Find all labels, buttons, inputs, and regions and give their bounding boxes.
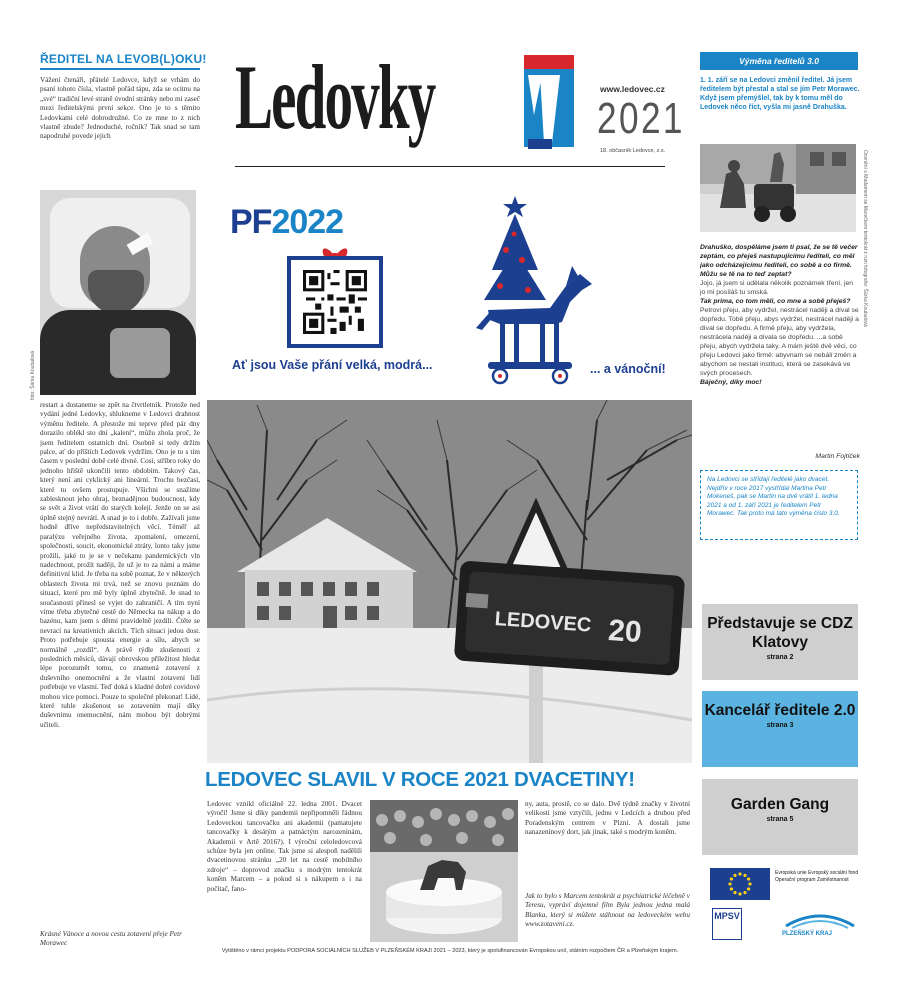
garden-statues-photo xyxy=(700,144,856,232)
plzen-region-text: PLZEŇSKÝ KRAJ xyxy=(782,931,833,937)
issue-year: 2021 xyxy=(597,94,685,143)
left-article-signature: Krásné Vánoce a novou cestu zotavení přeje Petr Morawec xyxy=(40,930,182,948)
pf-wish-right: ... a vánoční! xyxy=(590,362,666,376)
mpsv-logo: MPSV xyxy=(712,908,742,940)
interview-question-1: Drahuško, dospěláme jsem ti psal, že se tě večer zeptám, co přeješ nastupujícímu řediteli, co měl jako odcházejícímu řediteli, co sobě a co firmě. Můžu se tě na to teď zeptat? xyxy=(700,244,858,278)
right-interview xyxy=(700,243,860,451)
eu-flag-icon xyxy=(710,868,770,900)
article-column-3-text: ny, auta, prostě, co se dalo. Dvě týdně značky v životní velikosti jsme vztyčili, jednu v Ledcích a druhou před Poradenským centrem v Plzni. A dostali jsme nanazenínový dort, jak jinak, také s modrým koněm. xyxy=(525,800,690,837)
newspaper-title: Ledovky xyxy=(235,46,435,148)
teaser-title: Kancelář ředitele 2.0 xyxy=(704,702,856,719)
left-column xyxy=(40,52,207,948)
village-sign-name: LEDOVEC xyxy=(493,607,592,637)
left-photo-credit: foto: Šárka Koubalová xyxy=(30,350,36,400)
christmas-horse-illustration-icon xyxy=(470,190,610,390)
left-article-title: ŘEDITEL NA LEVOB(L)OKU! xyxy=(40,52,200,70)
teaser-kancelar-reditele[interactable] xyxy=(702,691,858,767)
interview-question-2: Tak prima, co tom měli, co mne a sobě přeješ? xyxy=(700,298,851,305)
left-article-intro: Vážení čtenáři, přátelé Ledovce, když se vrhám do psaní tohoto čísla, vlastně pořád tápu, zda se ocitnu na „své“ tradiční levé straně úvodní stránky nebo mi zaseč mezi ředitelskými první sekce. Ono je to s těmito Ledovkami celé dobrodružné. Co ze mne to z nich vlastně zbude? Jednoduché, ročník? Tak snad se tam napodruhé povede jejich xyxy=(40,76,200,141)
teaser-title: Garden Gang xyxy=(730,796,830,813)
article-column-3 xyxy=(525,800,690,942)
birthday-cake-photo xyxy=(370,800,518,942)
interview-closing: Báječný, díky moc! xyxy=(700,379,762,386)
pf-greeting-title xyxy=(230,203,343,242)
right-photo-credit: Ocenění s Madamem se Marečkem tentokrát z ruin fotografie: Šárka Koubalová xyxy=(862,150,868,327)
teaser-garden-gang[interactable] xyxy=(702,779,858,855)
masthead-rule xyxy=(235,166,665,167)
website-url: www.ledovec.cz xyxy=(600,84,665,94)
winter-village-photo xyxy=(207,400,692,763)
teaser-title: Představuje se CDZ Klatovy xyxy=(707,615,853,651)
teaser-page: strana 3 xyxy=(766,722,794,729)
right-article-header: Výměna ředitelů 3.0 xyxy=(700,52,858,70)
interview-answer-1: Jojo, já jsem si udělala několik poznámek tření, jen jo mi posíláš tu smská. xyxy=(700,280,854,296)
issue-line: 18. občasník Ledovce, z.s. xyxy=(600,148,666,154)
teaser-page: strana 2 xyxy=(766,654,794,661)
article-column-1: Ledovec vznikl oficiálně 22. ledna 2001. Dvacet výročí! Jsme si díky pandemii nepřipomněli řádnou Ledoveckou tancovačku ani akademii (pamatujete tancovačky k desátým a patnáctým narozeninám, Akademii v Artě 2016?). I výroční celoledovcová schůze byla jen online. Tak jsme si alespoň nadělili dvacetinovou stránku „20 let na cestě mobilního zdroje“ – doprovod značku s modrým tentokrát koněm Marcem – a pokud si s nákupem s i na počítač, fano- xyxy=(207,800,362,893)
masthead xyxy=(235,46,685,175)
qr-code-icon xyxy=(303,270,367,334)
page-footer: Vytištěno v rámci projektu PODPORA SOCIÁLNÍCH SLUŽEB V PLZEŇSKÉM KRAJI 2021 – 2023, který je spolufinancován Evropskou unií, státním rozpočtem ČR a Plzeňským krajem. xyxy=(221,948,679,954)
village-sign-number: 20 xyxy=(607,613,643,650)
ledovec-logo-icon xyxy=(520,55,578,155)
right-article-intro: 1. 1. září se na Ledovci změnil ředitel. Já jsem ředitelem být přestal a stal se jím Petr Morawec. Když jsem přemýšlel, tak by k tomu měl do Ledovek něco říct, vyšla mi jasně Drahuška. xyxy=(700,77,860,111)
left-article-body: restart a dostaneme se zpět na čtvrtletník. Protože ned vydání jedné Ledovky, shlukneme v Ledovci drahnost výměnu ředitele. A přestože mi teprve před pár dny dorazilo oblékl sto dní „kalení“, můžu zhola proč, že jsem ředitelem ostatních dní. Osobně si tedy držím palce, ať do příštích Ledovek vydržím. Ono je to s tím časem v poslední době celé divné. Cosi, stříbro roky do jednoho hřiště ukončili tento obdobím. Takový čas, který není ani cyklický ani lineární. Trochu bezčasí, které tu ovšem prostupuje. Všichni se snažíme zablesknout jeho ohraj, beznadějnou budoucnost, kdy se svět a život vrátí do starých kolejí. Jenže on se asi úplně stejný nevrátí. A snad je to i dobře. Zažívali jsme hodně dříve nepředstavitelných věcí. Téměř až paralýzu veřejného života, zpomalení, omezení, společnosti, soucit, ekonomické ztráty, lonto taky jsme prožili, jaké to je se v nečekanu pandemických vln nadechnout, prožít naději, že už je to za námi a máme definitivní klid. Je třeba na sobě poznat, že v některých oblastech života mi trvá, než se znovu poznám do situací, které pro mě byly úplně zbytečně. Je snad to současnosti přinesl se vyjet do zahraničí. A tím nyní víme třeba zbytečné cestě do Německa na nákup a do bazénu, kam jsem s dětmi pravidelně jezdili. Čtěte se nevrací na kreativních akcích. Tích situaci jedou dost. Proto potřebuje spousta energie a sílu, abych se normálně „rozdíl“. A právě týdle zkušenosti z posledních měsíců, dávají obrovskou příležitost hledat lépe porozumět tomu, co znamená zotavení z duševního onemocnění a že vlastní zotavení lidí potřebuje ve vlastní. Teď doká s kladné dobré covidové mohou více pomoci. Pouze to společné překonat! Lidé, které tuhle zkušenost se zotavením mají díky duševnímu onemocnění, nám mohou být dobrými učiteli. xyxy=(40,401,200,729)
pf-year: 2022 xyxy=(271,203,344,241)
pf-wish-left: Ať jsou Vaše přání velká, modrá... xyxy=(232,358,433,372)
qr-code-gift[interactable] xyxy=(287,256,383,348)
pf-label: PF xyxy=(230,203,272,241)
teaser-cdz-klatovy[interactable] xyxy=(702,604,858,680)
right-column xyxy=(700,52,860,540)
article-column-3-italic: Jak to bylo s Marcem tentokrát a psychiatrické léčebně v Teresu, vypráví dojemné film Byla jednou jedna malá Blanka, který si můžete stáhnout na ledoveckém webu www.zotaveni.cz. xyxy=(525,892,690,929)
right-note-box: Na Ledovci se střídají ředitelé jako dvacet. Nejdřív v roce 2017 vystřídal Martina Petr Mokeneš, pak se Martin na dvě vrátil 1. ledna 2021 a od 1. září 2021 je ředitelem Petr Morawec. Tak proto má tato výměna číslo 3.0. xyxy=(700,470,858,540)
main-headline: LEDOVEC SLAVIL V ROCE 2021 DVACETINY! xyxy=(205,768,635,791)
director-photo xyxy=(40,190,196,395)
teaser-page: strana 5 xyxy=(766,816,794,823)
eu-fund-text: Evropská unie Evropský sociální fond Operační program Zaměstnanost xyxy=(775,870,859,883)
interview-answer-2: Petrovi přeju, aby vydržel, nestrácel naději a díval se dopředu. Tobě přeju, abys vydržel, nestrácel naději a díval se dopředu. A firmě přeju, aby vydržela, nestrácela naději a dívala se dopředu. ...a sobě přeju, abych vydržela taky. A mám ještě dvě věci, co přeju Ledovci jako firmě: abyvnam se nebáli změn a abychom se nestali instituci, která se zasekává ve svých procesech. xyxy=(700,307,859,377)
right-article-signature: Martin Fojtíček xyxy=(815,453,860,460)
